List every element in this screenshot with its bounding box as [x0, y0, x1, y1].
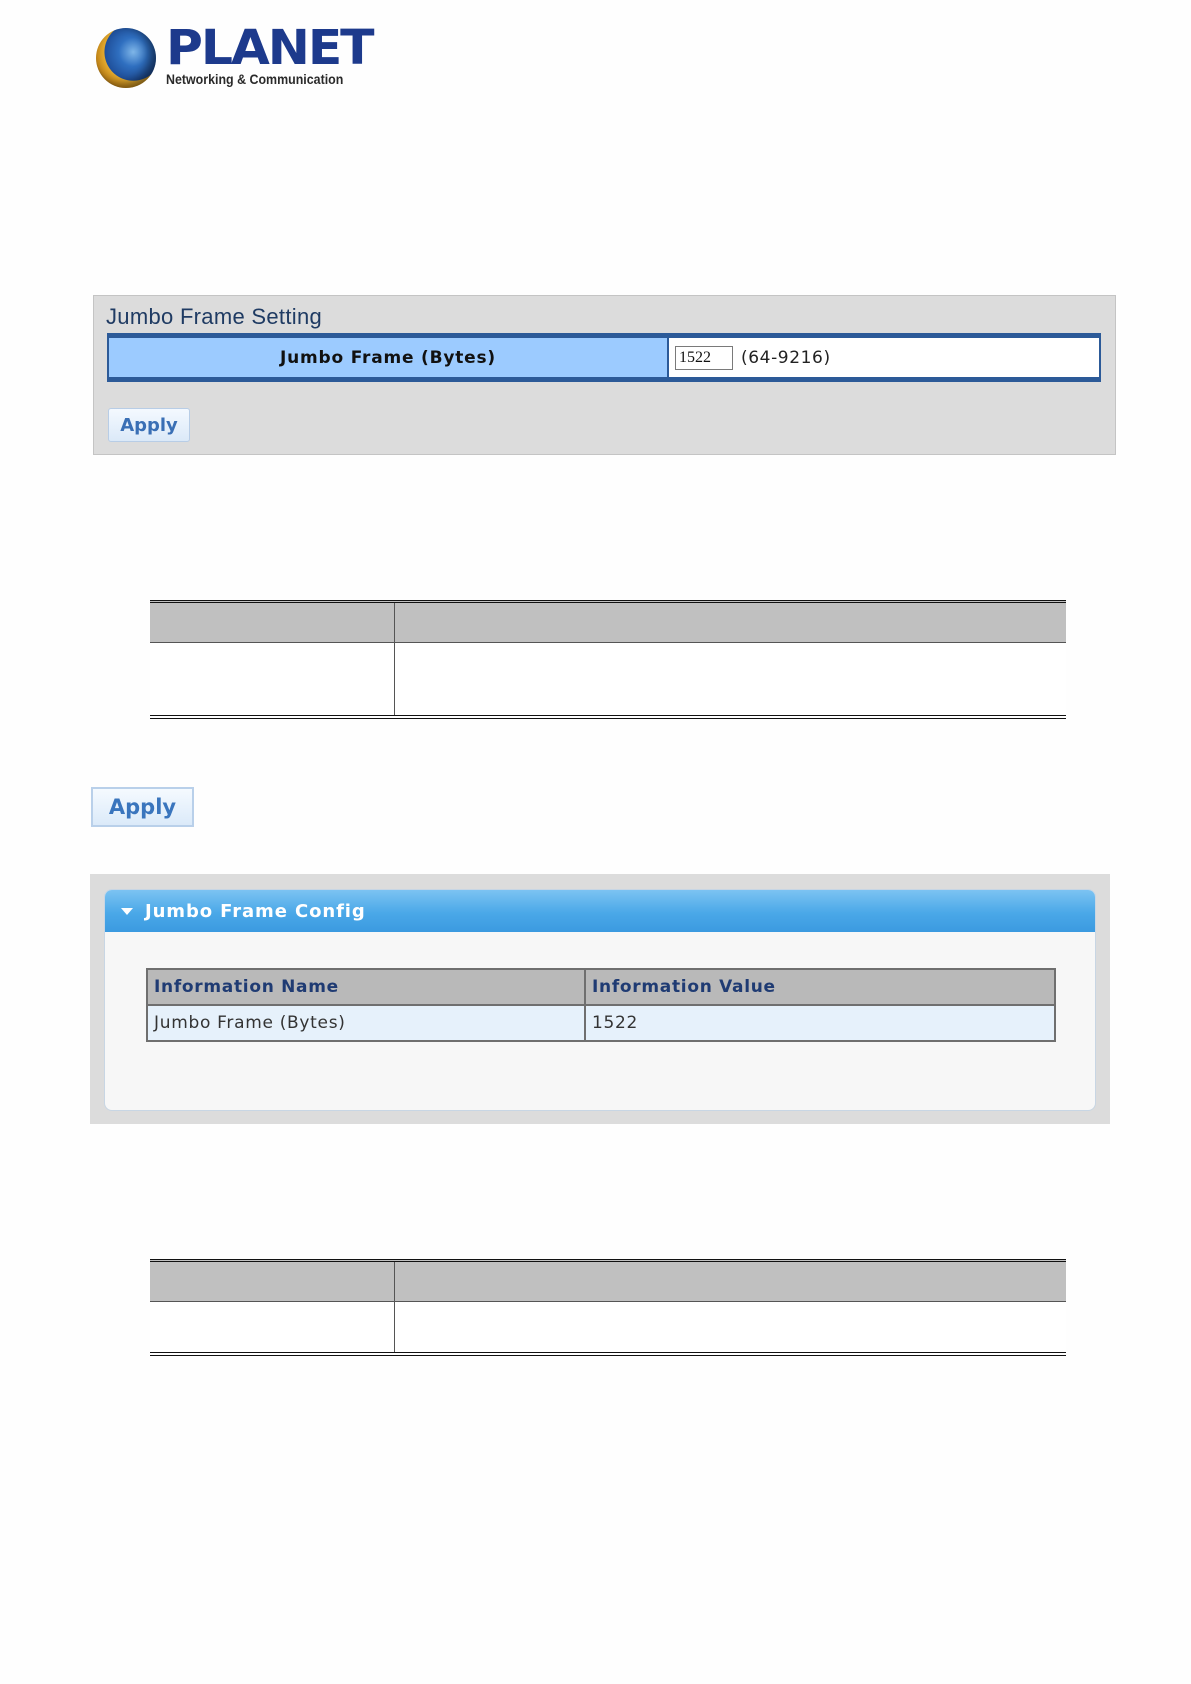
table-cell: 1522	[585, 1005, 1055, 1041]
planet-logo	[96, 20, 373, 94]
information-table	[146, 968, 1056, 1042]
column-header: Information Name	[147, 969, 585, 1005]
description-table-row	[150, 642, 1066, 719]
jumbo-frame-range-hint: (64-9216)	[741, 347, 831, 368]
logo-wordmark: PLANET	[166, 20, 373, 76]
description-table-header	[150, 600, 1066, 642]
table-row	[147, 1005, 1055, 1041]
jumbo-frame-label: Jumbo Frame (Bytes)	[109, 338, 669, 377]
jumbo-frame-config-title: Jumbo Frame Config	[145, 900, 366, 922]
description-table-row	[150, 1301, 1066, 1356]
jumbo-frame-config-header[interactable]	[105, 890, 1095, 932]
panel-title: Jumbo Frame Setting	[106, 304, 323, 329]
description-table-header	[150, 1259, 1066, 1301]
description-table	[150, 600, 1066, 719]
description-table-2	[150, 1259, 1066, 1356]
jumbo-frame-config-panel	[90, 874, 1110, 1124]
table-cell: Jumbo Frame (Bytes)	[147, 1005, 585, 1041]
column-header: Information Value	[585, 969, 1055, 1005]
apply-button[interactable]: Apply	[108, 408, 190, 442]
apply-button-large[interactable]: Apply	[91, 787, 194, 827]
jumbo-frame-value-cell	[669, 338, 1099, 377]
jumbo-frame-setting-table	[107, 333, 1101, 382]
jumbo-frame-input[interactable]	[675, 346, 733, 370]
logo-tagline: Networking & Communication	[166, 72, 344, 87]
globe-icon	[96, 28, 156, 88]
collapse-triangle-icon	[121, 908, 133, 915]
table-header-row	[147, 969, 1055, 1005]
jumbo-frame-setting-panel	[93, 295, 1116, 455]
jumbo-frame-config-box	[104, 889, 1096, 1111]
